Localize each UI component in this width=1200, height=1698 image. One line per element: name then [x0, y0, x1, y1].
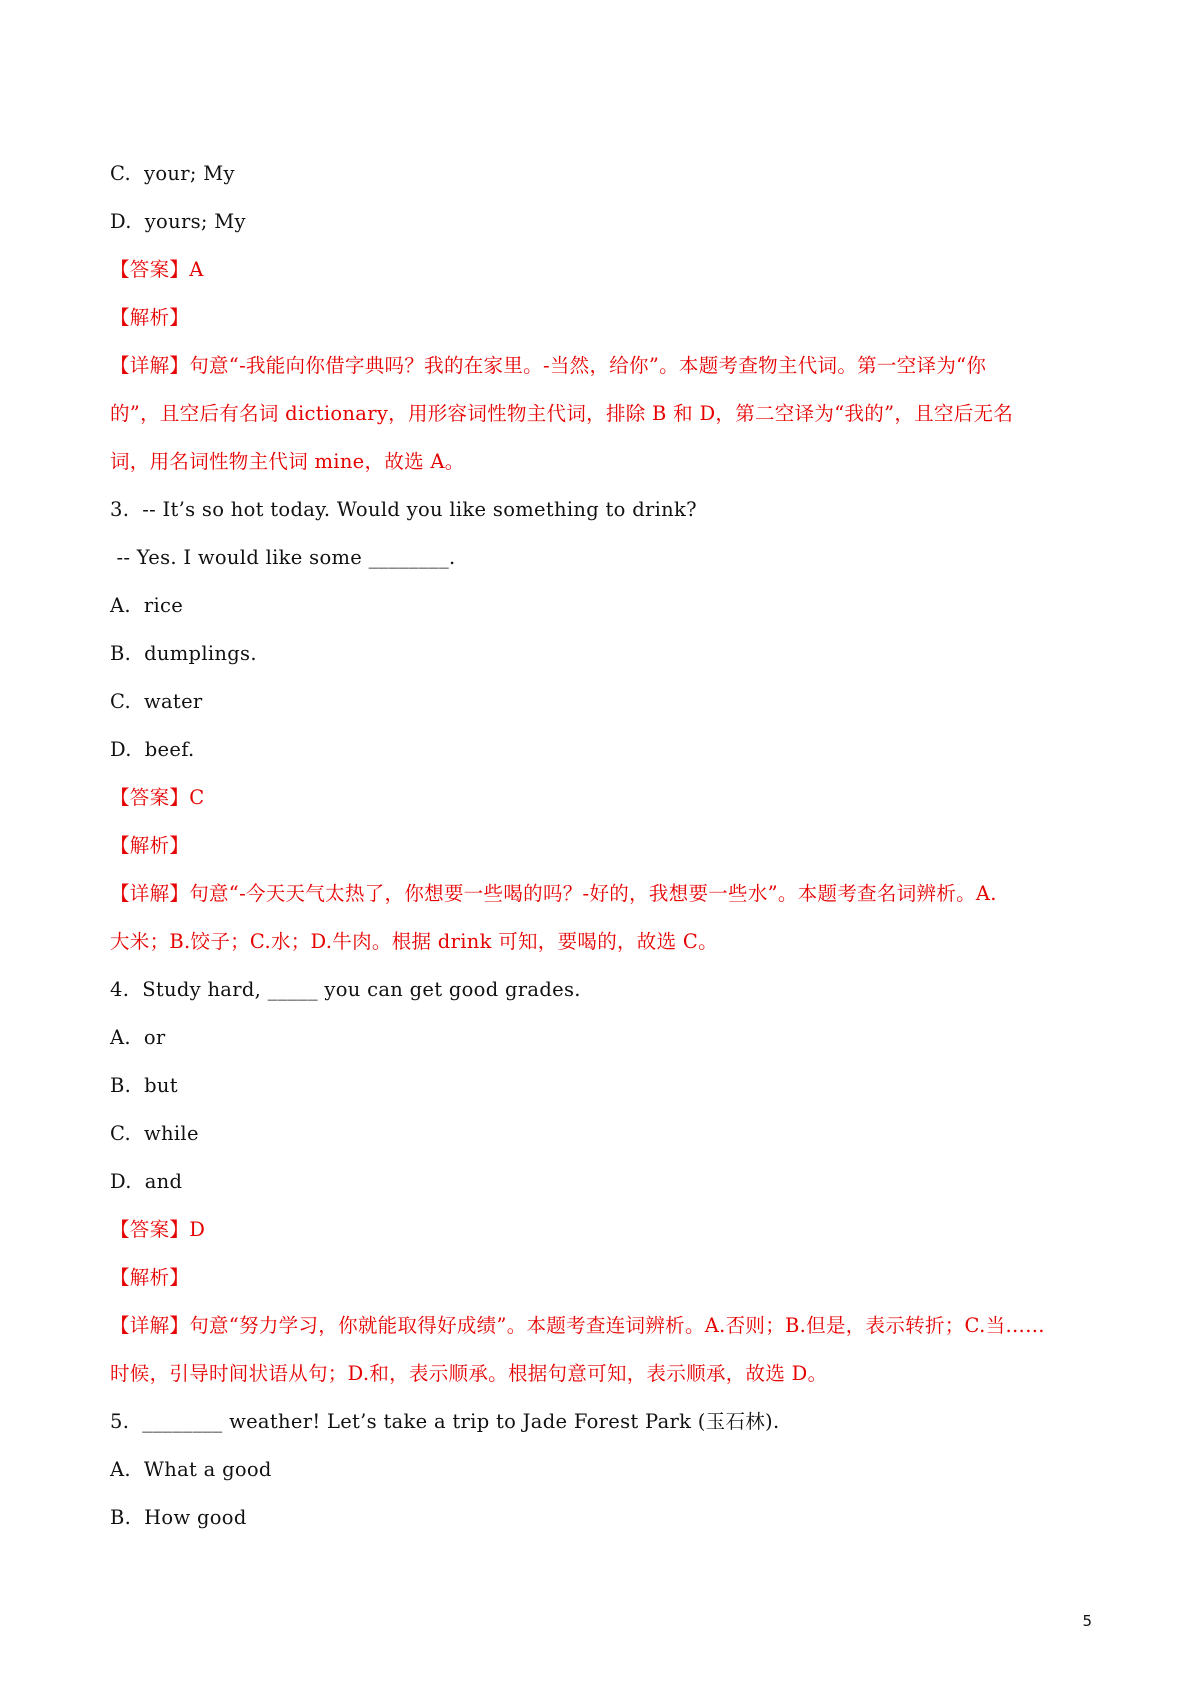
answer-label: 【答案】: [110, 786, 190, 809]
q4-option-a: A. or: [110, 1026, 166, 1049]
answer-value: A: [189, 258, 204, 281]
q4-option-d: D. and: [110, 1170, 183, 1193]
q3-option-c: C. water: [110, 690, 203, 713]
answer-label: 【答案】: [110, 258, 190, 281]
q3-detail-line-2: 大米；B.饺子；C.水；D.牛肉。根据 drink 可知，要喝的，故选 C。: [110, 930, 718, 953]
page-content: [110, 150, 1100, 1542]
q4-detail-line-1: [110, 1302, 1100, 1350]
q4-analysis-label: 【解析】: [110, 1266, 190, 1289]
page-number: 5: [1082, 1612, 1092, 1630]
q3-stem-2: -- Yes. I would like some ________.: [110, 546, 456, 569]
q3-detail-line-1: [110, 870, 1100, 918]
answer-label: 【答案】: [110, 1218, 190, 1241]
q4-option-b: B. but: [110, 1074, 178, 1097]
q4-option-c: C. while: [110, 1122, 199, 1145]
answer-value: D: [189, 1218, 206, 1241]
q2-analysis-label: 【解析】: [110, 306, 190, 329]
answer-value: C: [189, 786, 205, 809]
q2-option-d: D. yours; My: [110, 210, 246, 233]
q2-answer: [110, 246, 1100, 294]
detail-label: 【详解】: [110, 354, 190, 377]
detail-label: 【详解】: [110, 1314, 190, 1337]
q3-option-b: B. dumplings.: [110, 642, 257, 665]
q4-stem: 4. Study hard, _____ you can get good grades.: [110, 978, 581, 1001]
q5-option-a: A. What a good: [110, 1458, 272, 1481]
detail-label: 【详解】: [110, 882, 190, 905]
q2-option-c: C. your; My: [110, 162, 235, 185]
q2-detail-line-2: 的”，且空后有名词 dictionary，用形容词性物主代词，排除 B 和 D，第二空译为“我的”，且空后无名: [110, 402, 1014, 425]
q5-option-b: B. How good: [110, 1506, 247, 1529]
q3-answer: [110, 774, 1100, 822]
q3-analysis-label: 【解析】: [110, 834, 190, 857]
detail-text: 句意“努力学习，你就能取得好成绩”。本题考查连词辨析。A.否则；B.但是，表示转折；C.当……: [189, 1314, 1045, 1337]
q2-detail-line-3: 词，用名词性物主代词 mine，故选 A。: [110, 450, 465, 473]
q3-stem-1: 3. -- It’s so hot today. Would you like something to drink?: [110, 498, 697, 521]
q3-option-a: A. rice: [110, 594, 184, 617]
q4-answer: [110, 1206, 1100, 1254]
detail-text: 句意“-我能向你借字典吗？我的在家里。-当然，给你”。本题考查物主代词。第一空译为“你: [189, 354, 987, 377]
q5-stem: 5. ________ weather! Let’s take a trip to Jade Forest Park (玉石林).: [110, 1410, 780, 1433]
detail-text: 句意“-今天天气太热了，你想要一些喝的吗？-好的，我想要一些水”。本题考查名词辨析。A.: [189, 882, 997, 905]
q4-detail-line-2: 时候，引导时间状语从句；D.和，表示顺承。根据句意可知，表示顺承，故选 D。: [110, 1362, 828, 1385]
q2-detail-line-1: [110, 342, 1100, 390]
q3-option-d: D. beef.: [110, 738, 195, 761]
